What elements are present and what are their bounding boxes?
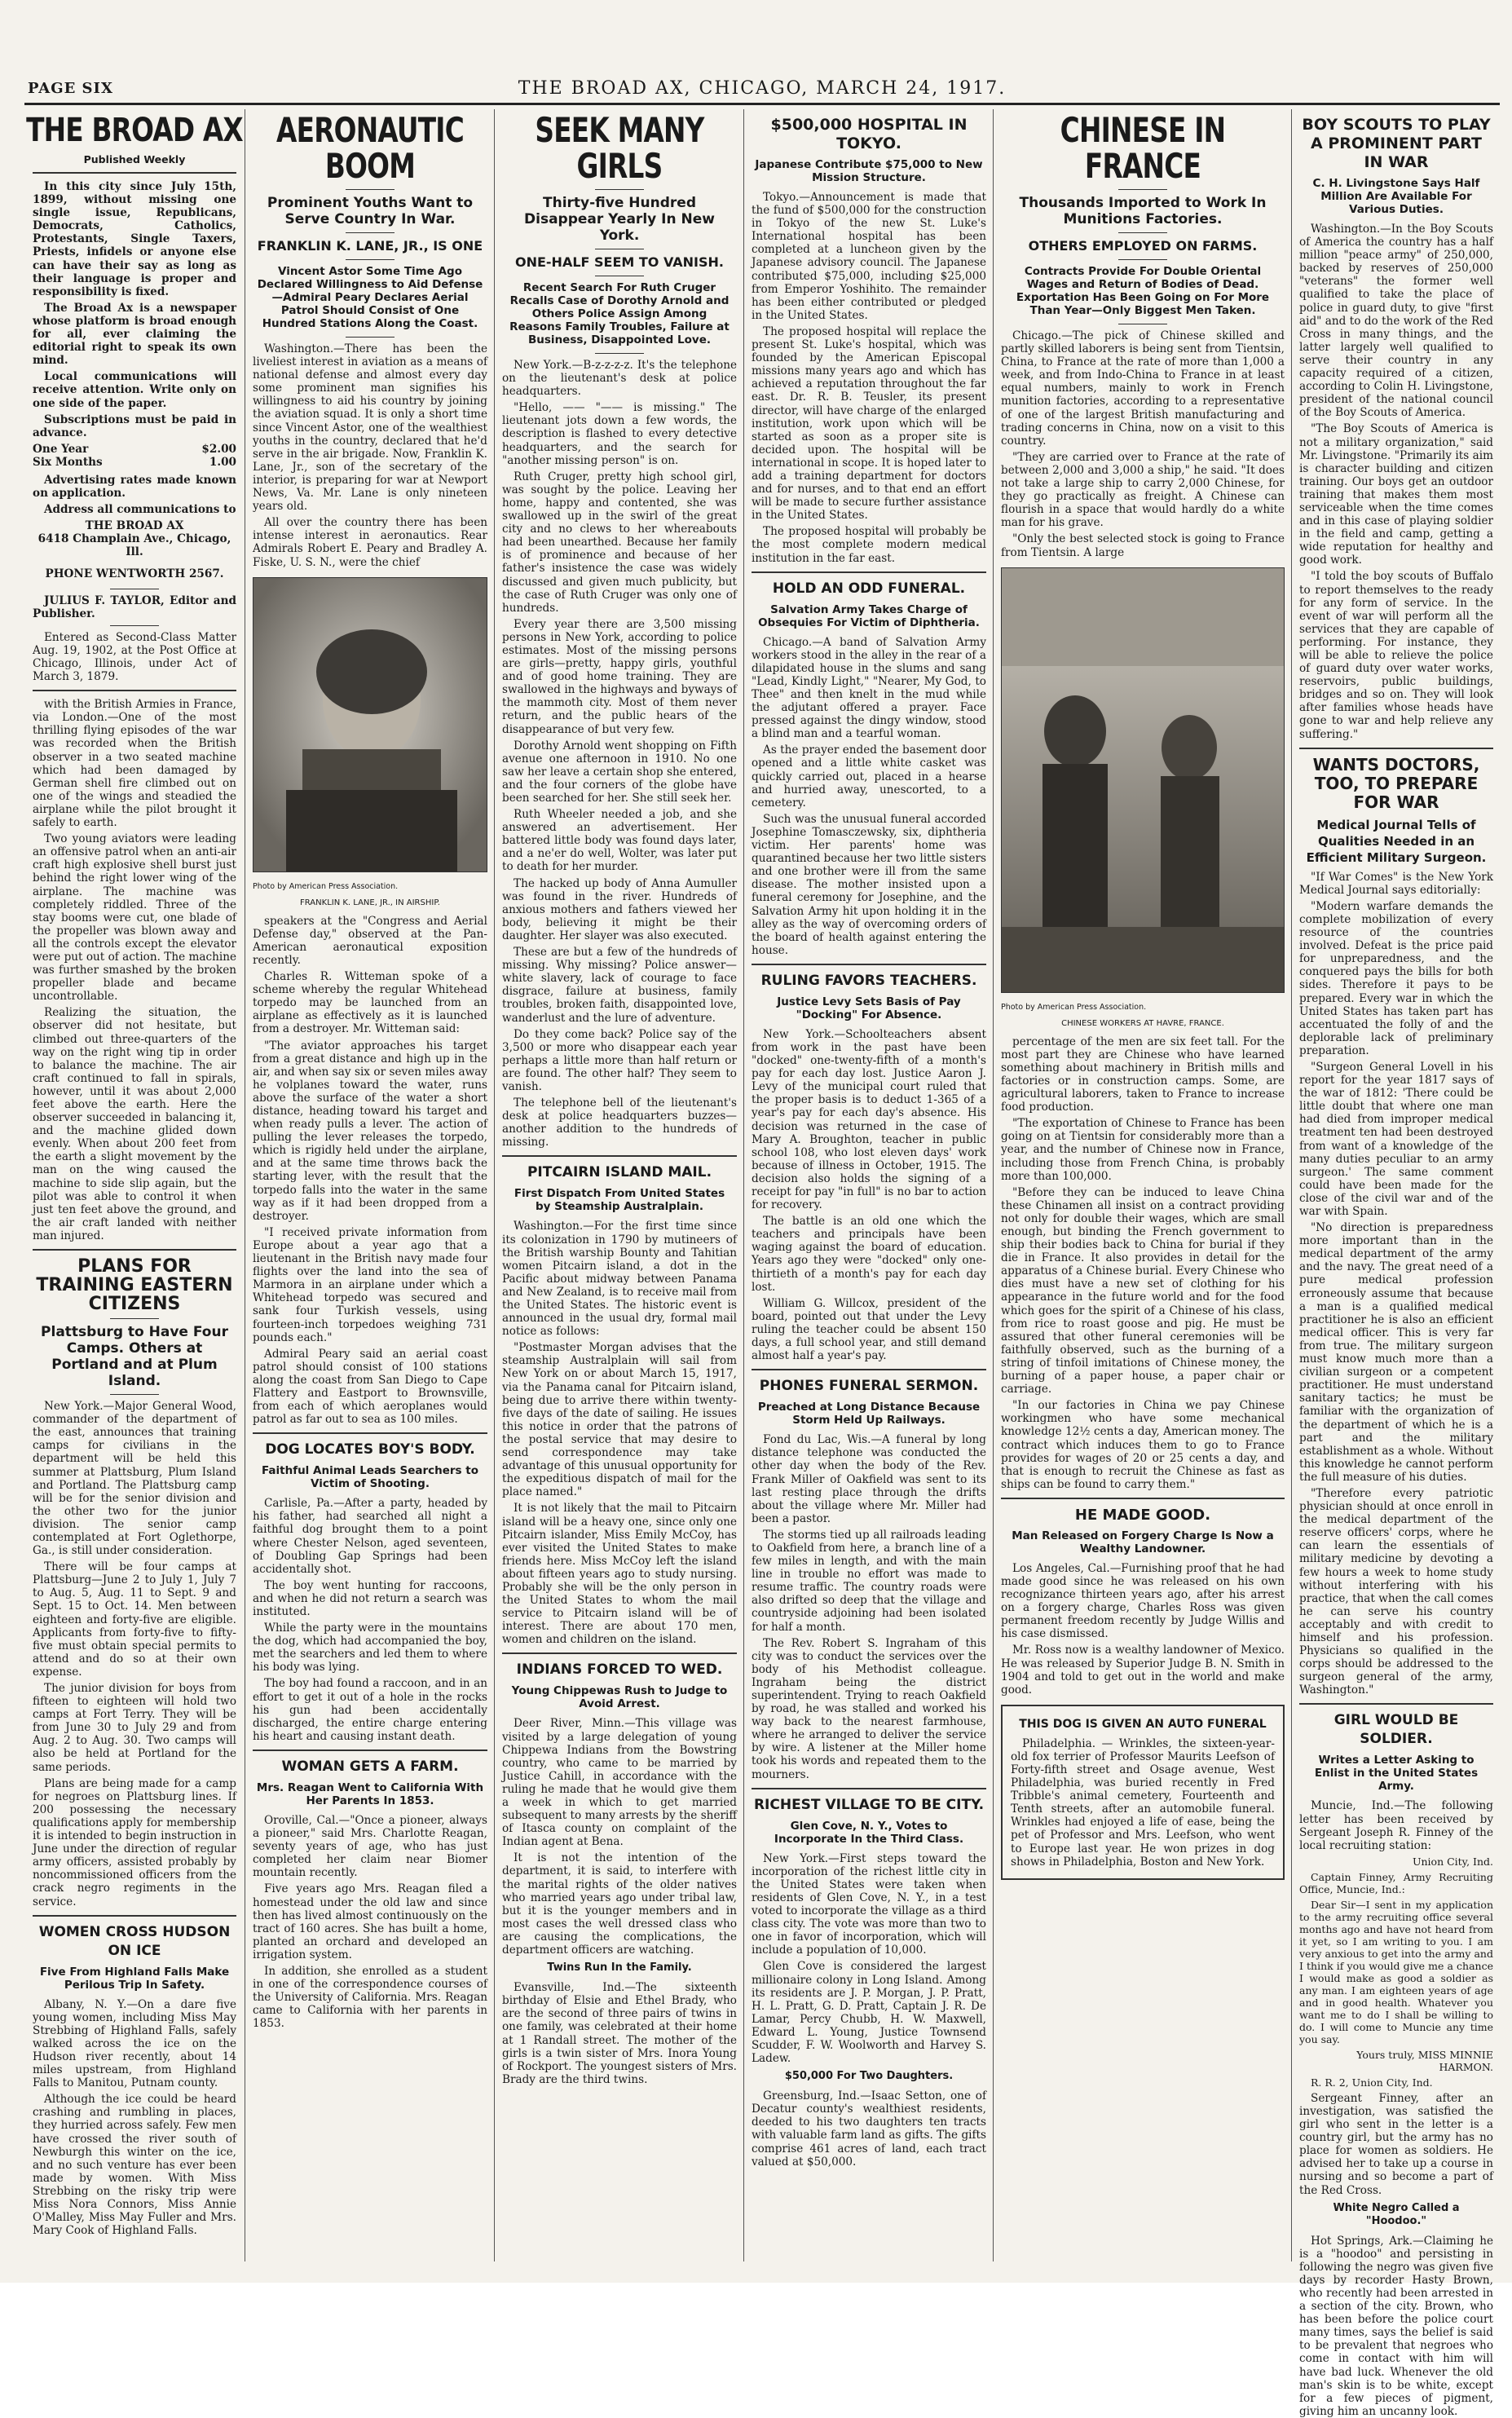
story-paragraph: Chicago.—The pick of Chinese skilled and partly skilled laborers is being sent from Tientsin, China, to France at the rate of more than 1,000 a week, and from Indo-China to France in at least equal numbers, mainly to work in French munition factories, according to a representative of one of the largest British manufacturing and trading concerns in China, now on a visit to this country. <box>1001 329 1285 448</box>
subscription-year: One Year $2.00 <box>33 442 236 456</box>
story-paragraph: Five years ago Mrs. Reagan filed a homestead under the old law and since then has lived almost continuously on the tract of 160 acres. She has built a home, planted an orchard and developed an irrigation system. <box>253 1882 487 1961</box>
deck-girl-soldier: Writes a Letter Asking to Enlist in the United States Army. <box>1314 1754 1479 1794</box>
dog-funeral-box <box>1001 1705 1285 1880</box>
letter-place: Union City, Ind. <box>1412 1855 1493 1868</box>
story-paragraph: The proposed hospital will replace the present St. Luke's hospital, which was founded by the American Episcopal missions many years ago and which has achieved a reputation throughout the far east. Dr. R. B. Teusler, its present director, will have charge of the enlarged institution, work upon which will be started as soon as a proper site is decided upon. The hospital will be international in scope. It is hoped later to add a training department for doctors and for nurses, and to that end an effort will be made to secure further assistance in the United States. <box>752 324 986 523</box>
deck-training: Plattsburg to Have Four Camps. Others at Portland and at Plum Island. <box>41 1324 228 1390</box>
story-paragraph: The boy had found a raccoon, and in an effort to get it out of a hole in the rocks his gun had been accidentally discharged, the entire charge entering his heart and causing instant death. <box>253 1677 487 1743</box>
story-paragraph: The Rev. Robert S. Ingraham of this city was to conduct the services over the body of his Methodist colleague. Ingraham being the district superintendent. Trying to reach Oakfield by road, he was stalled and worked his way back to the nearest farmhouse, where he arranged to deliver the service by wire. A listener at the Miller home took his words and repeated them to the mourners. <box>752 1636 986 1781</box>
story-paragraph: "They are carried over to France at the rate of between 2,000 and 3,000 a ship," he said. "It does not take a large ship to carry 2,000 Chinese, for they go practically as freight. A Chinese can flourish in a space that would hardly do a white man for his grave. <box>1001 450 1285 530</box>
deck-chinese-1: Thousands Imported to Work In Munitions Factories. <box>1019 195 1267 227</box>
headline-teachers: RULING FAVORS TEACHERS. <box>760 972 977 989</box>
deck-village: Glen Cove, N. Y., Votes to Incorporate In the Third Class. <box>774 1819 964 1846</box>
local-text: Local communications will receive attention. Write only on one side of the paper. <box>33 370 236 410</box>
deck-aeronautic-3: Vincent Astor Some Time Ago Declared Willingness to Aid Defense—Admiral Peary Declares Aerial Patrol Should Consist of One Hundred Stations Along the Coast. <box>257 265 483 330</box>
deck-teachers: Justice Levy Sets Basis of Pay "Docking" For Absence. <box>777 995 961 1021</box>
story-paragraph: Fond du Lac, Wis.—A funeral by long distance telephone was conducted the other day when the body of the Rev. Frank Miller of Oakfield was sent to its last resting place through the drifts about the village where Mr. Miller had been a pastor. <box>752 1433 986 1525</box>
story-paragraph: Two young aviators were leading an offensive patrol when an anti-air craft high explosive shell burst just behind the right lower wing of the airplane. The machine was completely riddled. Three of the stay booms were cut, one blade of the propeller was blown away and all the controls except the elevator were put out of action. The machine was further smashed by the broken propeller blade and became uncontrollable. <box>33 832 236 1004</box>
story-paragraph: In addition, she enrolled as a student in one of the correspondence courses of the University of California. Mrs. Reagan came to California with her parents in 1853. <box>253 1964 487 2031</box>
story-paragraph: The boy went hunting for raccoons, and when he did not return a search was instituted. <box>253 1578 487 1618</box>
published-weekly: Published Weekly <box>83 153 186 165</box>
entered-notice: Entered as Second-Class Matter Aug. 19, 1902, at the Post Office at Chicago, Illinois, under Act of March 3, 1879. <box>33 630 236 684</box>
story-paragraph: "In our factories in China we pay Chinese workingmen who have some mechanical knowledge 12½ cents a day, American money. The contract which induces them to go to France provides for wages of 20 or 25 cents a day, and that is enough to recruit the Chinese as fast as ships can be found to carry them." <box>1001 1399 1285 1491</box>
story-paragraph: All over the country there has been intense interest in aeronautics. Rear Admirals Robert E. Peary and Bradley A. Fiske, U. S. N., were the chief <box>253 516 487 569</box>
headline-hospital: $500,000 HOSPITAL IN TOKYO. <box>770 116 968 152</box>
story-paragraph: New York.—First steps toward the incorporation of the richest little city in the United States were taken when residents of Glen Cove, N. Y., in a test voted to incorporate the village as a third class city. The vote was more than two to one in favor of incorporation, which will include a population of 10,000. <box>752 1851 986 1957</box>
story-paragraph: Deer River, Minn.—This village was visited by a large delegation of young Chippewa Indians from the Bowstring country, who came to be married by Justice Cahill, in accordance with the ruling he made that he would give them a week in which to get married subsequent to many arrests by the sheriff of Itasca county on complaint of the Indian agent at Bena. <box>502 1717 737 1849</box>
story-paragraph: "Before they can be induced to leave China these Chinamen all insist on a contract providing not only for double their wages, which are small enough, but binding the French government to ship their bodies back to China for burial if they die in France. It also provides in detail for the apparatus of a Chinese burial. Every Chinese who dies must have a new set of clothing for his appearance in the future world and for the food which goes for the spirit of a Chinese of his class, from rice to roast goose and pig. He must be assured that other funeral ceremonies will be faithfully observed, such as the burning of a string of tinfoil imitations of Chinese money, the burning of a paper house, a paper chair or carriage. <box>1001 1185 1285 1397</box>
story-paragraph: percentage of the men are six feet tall. For the most part they are Chinese who have learned something about machinery in British mills and factories or in construction camps. Some, are agricultural laborers, taken to France to increase food production. <box>1001 1035 1285 1114</box>
deck-aeronautic-2: FRANKLIN K. LANE, JR., IS ONE <box>257 238 483 254</box>
story-paragraph: William G. Willcox, president of the board, pointed out that under the Levy ruling the teacher could be absent 150 days, a full school year, and still demand almost half a year's pay. <box>752 1296 986 1363</box>
headline-pitcairn: PITCAIRN ISLAND MAIL. <box>527 1164 712 1181</box>
column-5 <box>1001 109 1285 2261</box>
story-paragraph: Carlisle, Pa.—After a party, headed by his father, had searched all night a faithful dog brought them to a point where Chester Nelson, aged seventeen, of Doubling Gap Springs had been accidentally shot. <box>253 1497 487 1576</box>
letter-address: R. R. 2, Union City, Ind. <box>1311 2076 1433 2089</box>
story-paragraph: "I told the boy scouts of Buffalo to report themselves to the ready for any form of service. In the event of war will perform all the services that they are capable of performing. For instance, they will be able to relieve the police of guard duty over water works, reservoirs, public buildings, bridges and so on. They will look after families whose heads have gone to war and help relieve any suffering." <box>1299 570 1493 741</box>
story-paragraph: Los Angeles, Cal.—Furnishing proof that he had made good since he was released on his own recognizance thirteen years ago, after his arrest on a forgery charge, Charles Ross was given permanent freedom recently by Judge Willis and his case dismissed. <box>1001 1561 1285 1641</box>
divider <box>33 172 236 174</box>
story-paragraph: Washington.—In the Boy Scouts of America the country has a half million "peace army" of 250,000, backed by reserves of 250,000 "veterans" the former well qualified to take the place of police in guard duty, to give "first aid" and to do the work of the Red Cross in many things, and the latter largely well qualified to serve their country in any capacity required of a citizen, according to Colin H. Livingstone, president of the national council of the Boy Scouts of America. <box>1299 223 1493 420</box>
story-paragraph: New York.—Major General Wood, commander of the department of the east, announces that training camps for civilians in the department will be held this summer at Plattsburg, Plum Island and Portland. The Plattsburg camp will be for the senior division and the other two for the junior division. The senior camp contemplated at Fort Oglethorpe, Ga., is still under consideration. <box>33 1400 236 1558</box>
page-number: PAGE SIX <box>28 80 113 97</box>
deck-farm: Mrs. Reagan Went to California With Her Parents In 1853. <box>256 1780 484 1807</box>
story-paragraph: Ruth Wheeler needed a job, and she answered an advertisement. Her battered little body was found days later, and a ne'er do well, Wolter, was later put to death for her murder. <box>502 808 737 874</box>
story-paragraph: Glen Cove is considered the largest millionaire colony in Long Island. Among its residents are J. P. Morgan, J. P. Pratt, H. L. Pratt, G. D. Pratt, Captain J. R. De Lamar, Percy Chubb, H. W. Maxwell, Edward L. Young, Justice Townsend Scudder, F. W. Woolworth and Harvey S. Ladew. <box>752 1960 986 2066</box>
story-paragraph: Chicago.—A band of Salvation Army workers stood in the alley in the rear of a dilapidated house in the slums and sang "Lead, Kindly Light," "Nearer, My God, to Thee" and then knelt in the mud while the adjutant offered a prayer. Face pressed against the dingy window, stood a blind man and a tearful woman. <box>752 635 986 741</box>
headline-hoodoo: White Negro Called a "Hoodoo." <box>1333 2201 1460 2227</box>
story-paragraph: "Modern warfare demands the complete mobilization of every resource of the countries involved. Defeat is the price paid for unpreparedness, and the conquered pays the bills for both sides. Therefore it pays to be prepared. Every war in which the United States has taken part has accentuated the folly of and the deplorable lack of preliminary preparation. <box>1299 899 1493 1057</box>
deck-phone: Preached at Long Distance Because Storm Held Up Railways. <box>757 1401 981 1427</box>
story-paragraph: The telephone bell of the lieutenant's desk at police headquarters buzzes—another addition to the hundreds of missing. <box>502 1096 737 1149</box>
story-paragraph: Ruth Cruger, pretty high school girl, was sought by the police. Leaving her home, happy and contented, she was swallowed up in the swirl of the great city and no clews to her whereabouts had been unearthed. Because her family is of prominence and because of her father's insistence the case was widely discussed and given much publicity, but the case of Ruth Cruger was only one of hundreds. <box>502 470 737 615</box>
address-label: Address all communications to <box>44 503 236 517</box>
headline-scouts: BOY SCOUTS TO PLAY A PROMINENT PART IN WAR <box>1302 116 1491 171</box>
story-paragraph: "Surgeon General Lovell in his report for the year 1817 says of the war of 1812: 'There could be little doubt that where one man had died from improper medical treatment ten had been destroyed from want of a knowledge of the many duties peculiar to an army surgeon.' The same comment could have been made for the close of the civil war and of the war with Spain. <box>1299 1060 1493 1218</box>
nameplate: THE BROAD AX <box>26 112 243 149</box>
story-paragraph: "Hello, —— "—— is missing." The lieutenant jots down a few words, the description is flashed to every detective headquarters, and the search for "another missing person" is on. <box>502 401 737 467</box>
letter-signature: Yours truly, MISS MINNIE HARMON. <box>1356 2048 1493 2073</box>
story-paragraph: Do they come back? Police say of the 3,500 or more who disappear each year perhaps a little more than half return or are found. The other half? They seem to vanish. <box>502 1027 737 1093</box>
photo-caption: CHINESE WORKERS AT HAVRE, FRANCE. <box>1061 1018 1224 1028</box>
story-paragraph: Realizing the situation, the observer did not hesitate, but climbed out three-quarters of the way on the right wing tip in order to balance the machine. The air craft continued to fall in spirals, however, until it was about 2,000 feet above the earth. Here the observer succeeded in balancing it, and the machine glided down evenly. When about 200 feet from the earth a slight movement by the man on the wing caused the machine to side slip again, but the pilot was able to control it when just ten feet above the ground, and the air craft landed with neither man injured. <box>33 1006 236 1242</box>
story-paragraph: "Only the best selected stock is going to France from Tientsin. A large <box>1001 532 1285 559</box>
story-paragraph: Evansville, Ind.—The sixteenth birthday of Elsie and Ethel Brady, who are the second of three pairs of twins in one family, was celebrated at their home at 1 Randall street. The mother of the girls is a twin sister of Mrs. Inora Young of Rockport. The youngest sisters of Mrs. Brady are the third twins. <box>502 1981 737 2086</box>
column-6 <box>1299 109 1493 2418</box>
letter-body: Dear Sir—I sent in my application to the army recruiting office several months ago and have not heard from it yet, so I am writing to you. I am very anxious to get into the army and I think if you would give me a chance I would make as good a soldier as any man. I am eighteen years of age and in good health. Whatever you want me to do I shall be willing to do. I will come to Muncie any time you say. <box>1299 1898 1493 2045</box>
story-paragraph: The hacked up body of Anna Aumuller was found in the river. Hundreds of anxious mothers and fathers viewed her body, believing it might be their daughter. Her slayer was also executed. <box>502 876 737 942</box>
box-title: THIS DOG IS GIVEN AN AUTO FUNERAL <box>1019 1717 1267 1731</box>
headline-girl-soldier: GIRL WOULD BE SOLDIER. <box>1333 1712 1459 1748</box>
headline-twins: Twins Run In the Family. <box>547 1961 692 1975</box>
story-paragraph: Oroville, Cal.—"Once a pioneer, always a pioneer," said Mrs. Charlotte Reagan, seventy years of age, who has just completed her claim near Biomer mountain recently. <box>253 1813 487 1880</box>
editor-credit: JULIUS F. TAYLOR, Editor and Publisher. <box>33 593 236 620</box>
story-paragraph: Tokyo.—Announcement is made that the fund of $500,000 for the construction in Tokyo of the new St. Luke's International hospital has been completed at a luncheon given by the Japanese advisory council. The Japanese contributed $75,000, including $25,000 from Emperor Yoshihito. The remainder has been either contributed or pledged in the United States. <box>752 191 986 322</box>
page-masthead <box>24 75 1500 105</box>
deck-girls-2: ONE-HALF SEEM TO VANISH. <box>514 254 724 270</box>
story-paragraph: Hot Springs, Ark.—Claiming he is a "hoodoo" and persisting in following the negro was given five days by recorder Hasty Brown, who recently had been arrested in a section of the city. Brown, who has been before the police court many times, says the belief is said to be prevalent that negroes who come in contact with him will have bad luck. Whenever the old man's skin is to be white, except for a few pieces of pigment, giving him an uncanny look. <box>1299 2234 1493 2418</box>
story-paragraph: As the prayer ended the basement door opened and a little white casket was quickly carried out, placed in a hearse and hurried away, unescorted, to a cemetery. <box>752 743 986 810</box>
deck-made-good: Man Released on Forgery Charge Is Now a Wealthy Landowner. <box>1012 1529 1274 1555</box>
deck-hospital: Japanese Contribute $75,000 to New Mission Structure. <box>755 158 983 184</box>
address-name: THE BROAD AX <box>85 519 184 533</box>
story-paragraph: Plans are being made for a camp for negroes on Plattsburg lines. If 200 possessing the necessary qualifications apply for membership it is intended to begin instruction in June under the direction of regular army officers, assisted probably by noncommissioned officers from the crack negro regiments in the service. <box>33 1776 236 1908</box>
headline-phone: PHONES FUNERAL SERMON. <box>759 1378 979 1395</box>
story-paragraph: The storms tied up all railroads leading to Oakfield from here, a branch line of a few miles in length, and with the main line in trouble no effort was made to resume traffic. The country roads were also drifted so deep that the village and countryside adjoining had been isolated for half a month. <box>752 1528 986 1634</box>
story-paragraph: The proposed hospital will probably be the most complete modern medical institution in the far east. <box>752 525 986 565</box>
story-paragraph: "If War Comes" is the New York Medical Journal says editorially: <box>1299 870 1493 897</box>
aviator-photo <box>253 577 487 872</box>
deck-dog: Faithful Animal Leads Searchers to Victim of Shooting. <box>261 1464 479 1491</box>
headline-girls: SEEK MANY GIRLS <box>535 110 704 186</box>
headline-hudson: WOMEN CROSS HUDSON ON ICE <box>38 1923 231 1959</box>
story-paragraph: speakers at the "Congress and Aerial Defense day," observed at the Pan-American aeronautical exposition recently. <box>253 914 487 967</box>
column-4 <box>752 109 986 2261</box>
deck-chinese-3: Contracts Provide For Double Oriental Wages and Return of Bodies of Dead. Exportation Has Been Going on For More Than Year—Only Biggest Men Taken. <box>1016 265 1270 317</box>
headline-made-good: HE MADE GOOD. <box>1074 1506 1211 1524</box>
story-paragraph: There will be four camps at Plattsburg—June 2 to July 1, July 7 to Aug. 5, Aug. 11 to Sept. 9 and Sept. 15 to Oct. 14. Men between eighteen and forty-five are eligible. Applicants from forty-five to fifty-five must obtain special permits to attend and do so at their own expense. <box>33 1560 236 1679</box>
address-street: 6418 Champlain Ave., Chicago, Ill. <box>37 532 231 559</box>
headline-chinese: CHINESE IN FRANCE <box>1060 110 1226 186</box>
folio-line: THE BROAD AX, CHICAGO, MARCH 24, 1917. <box>518 78 1007 99</box>
story-paragraph: Washington.—There has been the liveliest interest in aviation as a means of national defense and almost every day some prominent man signifies his willingness to aid his country by joining the aviation squad. It is only a short time since Vincent Astor, one of the wealthiest youths in the country, declared that he'd serve in the air brigade. Now, Franklin K. Lane, Jr., son of the secretary of the interior, is preparing for war at Newport News, Va. Mr. Lane is only nineteen years old. <box>253 342 487 514</box>
story-paragraph: Albany, N. Y.—On a dare five young women, including Miss May Strebbing of Highland Falls, safely walked across the ice on the Hudson river recently, about 14 miles upstream, from Highland Falls to Manitou, Putnam county. <box>33 1997 236 2090</box>
story-paragraph: "No direction is preparedness more important than in the medical department of the army and the navy. The great need of a pure medical profession erroneously assume that because a man is a qualified medical practitioner he is also an efficient medical officer. This is very far from true. The military surgeon must know much more than a civilian surgeon or a competent practitioner. He must understand sanitary tactics; he must be familiar with the organization of the department of which he is a part and the military establishment as a whole. Without this knowledge he cannot perform the full measure of his duties. <box>1299 1221 1493 1484</box>
column-2 <box>253 109 487 2261</box>
deck-chinese-2: OTHERS EMPLOYED ON FARMS. <box>1028 238 1258 254</box>
box-text: Philadelphia. — Wrinkles, the sixteen-year-old fox terrier of Professor Maurits Leefson of Forty-fifth street and Osage avenue, West Philadelphia, was buried recently in Fred Tribble's animal cemetery, Fourteenth and Tenth streets, after an automobile funeral. Wrinkles had enjoyed a life of ease, being the pet of Professor and Mrs. Leefson, who went to Europe last year. He won prizes in dog shows in Philadelphia, Boston and New York. <box>1011 1736 1275 1869</box>
story-paragraph: "I received private information from Europe about a year ago that a lieutenant in the British navy made four flights over the land into the sea of Marmora in an airplane under which a Whitehead torpedo was secured and sank four Turkish vessels, using fourteen-inch torpedoes weighing 731 pounds each." <box>253 1225 487 1344</box>
deck-hudson: Five From Highland Falls Make Perilous Trip In Safety. <box>39 1965 230 1992</box>
column-1 <box>26 109 243 2261</box>
photo-credit: Photo by American Press Association. <box>253 881 399 891</box>
column-3 <box>502 109 737 2261</box>
story-paragraph: "Postmaster Morgan advises that the steamship Australplain will sail from New York on or about March 15, 1917, via the Panama canal for Pitcairn island, being due to arrive there within twenty-five days of the date of sailing. He issues this notice in order that the patrons of the postal service that may desire to send correspondence may take advantage of this unusual opportunity for the expeditious dispatch of mail for the place named." <box>502 1341 737 1499</box>
headline-doctors: WANTS DOCTORS, TOO, TO PREPARE FOR WAR <box>1312 754 1480 812</box>
headline-daughters: $50,000 For Two Daughters. <box>784 2070 954 2083</box>
platform-text: The Broad Ax is a newspaper whose platform is broad enough for all, ever claiming the editorial right to speak its own mind. <box>33 301 236 368</box>
advertising-text: Advertising rates made known on application. <box>33 473 236 501</box>
story-paragraph: The junior division for boys from fifteen to eighteen will hold two camps at Fort Terry. They will be from June 30 to July 29 and from Aug. 2 to Aug. 30. Two camps will also be held at Portland for the same periods. <box>33 1682 236 1774</box>
story-paragraph: "The exportation of Chinese to France has been going on at Tientsin for considerably more than a year, and the number of Chinese now in France, including those from French China, is probably more than 100,000. <box>1001 1117 1285 1183</box>
story-paragraph: It is not the intention of the department, it is said, to interfere with the marital rights of the older natives who married years ago under tribal law, but it is the younger members and in most cases the well dressed class who are causing the complications, the department officers are watching. <box>502 1851 737 1957</box>
deck-girls-1: Thirty-five Hundred Disappear Yearly In New York. <box>524 195 715 244</box>
headline-aeronautic: AERONAUTIC BOOM <box>276 110 464 186</box>
story-paragraph: Every year there are 3,500 missing persons in New York, according to police estimates. Most of the missing persons are girls—pretty, happy girls, youthful and of good home training. They are swallowed in the highways and byways of the mammoth city. Most of them never return, and the public hears of the disappearance of but very few. <box>502 617 737 736</box>
story-paragraph: While the party were in the mountains the dog, which had accompanied the boy, met the searchers and led them to where his body was lying. <box>253 1622 487 1675</box>
story-paragraph: These are but a few of the hundreds of missing. Why missing? Police answer—white slavery, lack of courage to face disgrace, failure at business, family troubles, broken faith, disappointed love, wanderlust and the lure of adventure. <box>502 946 737 1025</box>
story-paragraph: Admiral Peary said an aerial coast patrol should consist of 100 stations along the coast from San Diego to Cape Flattery and Eastport to Brownsville, from each of which aeroplanes would patrol as far out to sea as 100 miles. <box>253 1347 487 1427</box>
deck-scouts: C. H. Livingstone Says Half Million Are Available For Various Duties. <box>1312 177 1480 216</box>
chinese-workers-photo <box>1001 567 1285 993</box>
story-paragraph: New York.—Schoolteachers absent from work in the past have been "docked" one-twenty-fifth of a month's pay for each day lost. Justice Aaron J. Levy of the municipal court ruled that the proper basis is to deduct 1-365 of a year's pay for each day's absence. His decision was returned in the case of Mary A. Broughton, teacher in public school 108, who lost eleven days' work because of illness in October, 1915. The decision also holds the signing of a receipt for pay "in full" is no bar to action for recovery. <box>752 1027 986 1212</box>
story-paragraph: "Therefore every patriotic physician should at once enroll in the medical department of the reserve officers' corps, where he can learn the essentials of military medicine by devoting a few hours a week to home study without interfering with his practice, that when the call comes he can serve his country acceptably and with credit to himself and his profession. Physicians so qualified in the corps should be addressed to the surgeon general of the army, Washington." <box>1299 1486 1493 1697</box>
photo-caption: FRANKLIN K. LANE, JR., IN AIRSHIP. <box>300 898 440 907</box>
headline-dog: DOG LOCATES BOY'S BODY. <box>265 1441 475 1458</box>
deck-wed: Young Chippewas Rush to Judge to Avoid Arrest. <box>511 1684 728 1711</box>
story-paragraph: New York.—B-z-z-z-z. It's the telephone on the lieutenant's desk at police headquarters. <box>502 359 737 399</box>
headline-village: RICHEST VILLAGE TO BE CITY. <box>753 1796 985 1813</box>
story-paragraph: Such was the unusual funeral accorded Josephine Tomasczewsky, six, diphtheria victim. Her parents' home was quarantined because her two little sisters and one brother were ill from the same disease. The mother insisted upon a funeral ceremony for Josephine, and the Salvation Army hit upon holding it in the alley as the way of overcoming orders of the board of health against entering the house. <box>752 812 986 957</box>
headline-training: PLANS FOR TRAINING EASTERN CITIZENS <box>36 1256 233 1315</box>
story-paragraph: Although the ice could be heard crashing and rumbling in places, they hurried across safely. Few men have crossed the river south of Newburgh this winter on the ice, and no such venture has ever been made by women. With Miss Strebbing on the risky trip were Miss Nora Connors, Miss Annie O'Malley, Miss May Fuller and Mrs. Mary Cook of Highland Falls. <box>33 2093 236 2238</box>
headline-farm: WOMAN GETS A FARM. <box>281 1758 459 1775</box>
story-paragraph: "The aviator approaches his target from a great distance and high up in the air, and when say six or seven miles away he volplanes toward the water, runs above the surface of the water a short distance, heading toward his target and when ready pulls a lever. The action of pulling the lever releases the torpedo, which is rigidly held under the airplane, and at the same time throws back the starting lever, with the result that the torpedo falls into the water in the same way as if it had been dropped from a destroyer. <box>253 1039 487 1223</box>
story-paragraph: The battle is an old one which the teachers and principals have been waging against the board of education. Years ago they were "docked" only one-thirtieth of a month's pay for each day lost. <box>752 1215 986 1294</box>
deck-pitcairn: First Dispatch From United States by Steamship Australplain. <box>514 1187 725 1214</box>
story-paragraph: Charles R. Witteman spoke of a scheme whereby the regular Whitehead torpedo may be launched from an airplane as effectively as it is launched from a destroyer. Mr. Witteman said: <box>253 970 487 1036</box>
phone-number: PHONE WENTWORTH 2567. <box>45 567 224 580</box>
story-paragraph: Muncie, Ind.—The following letter has been received by Sergeant Joseph R. Finney of the local recruiting station: <box>1299 1799 1493 1852</box>
subscriptions-heading: Subscriptions must be paid in advance. <box>33 413 236 439</box>
story-paragraph: Sergeant Finney, after an investigation, was satisfied the girl who sent in the letter is a country girl, but the army has no place for women as soldiers. He advised her to take up a course in nursing and so become a part of the Red Cross. <box>1299 2091 1493 2197</box>
subscription-six-months: Six Months 1.00 <box>33 455 236 469</box>
story-paragraph: It is not likely that the mail to Pitcairn island will be a heavy one, since only one Pitcairn islander, Miss Emily McCoy, has ever visited the United States to make friends here. Miss McCoy left the island about fifteen years ago to study nursing. Probably she will be the only person in the United States to whom the mail service to Pitcairn island will be of interest. There are about 170 men, women and children on the island. <box>502 1502 737 1647</box>
photo-credit: Photo by American Press Association. <box>1001 1002 1147 1012</box>
deck-doctors: Medical Journal Tells of Qualities Needed in an Efficient Military Surgeon. <box>1306 817 1487 865</box>
story-paragraph: Dorothy Arnold went shopping on Fifth avenue one afternoon in 1910. No one saw her leave a certain shop she entered, and the four corners of the globe have been searched for her. She still seek her. <box>502 739 737 805</box>
story-paragraph: "The Boy Scouts of America is not a military organization," said Mr. Livingstone. "Primarily its aim is character building and citizen training. Our boys get an outdoor training that makes them most serviceable when the time comes and in this case of playing soldier in the field and camp, getting a wide reputation for healthy and good work. <box>1299 422 1493 567</box>
story-paragraph: with the British Armies in France, via London.—One of the most thrilling flying episodes of the war was recorded when the British observer in a two seated machine which had been damaged by German shell fire climbed out on one of the wings and steadied the airplane while the pilot brought it safely to earth. <box>33 698 236 830</box>
headline-wed: INDIANS FORCED TO WED. <box>516 1661 723 1679</box>
intro-text: In this city since July 15th, 1899, without missing one single issue, Republicans, Democrats, Catholics, Protestants, Single Taxers, Priests, infidels or anyone else can have their say as long as their language is proper and responsibility is fixed. <box>33 180 236 298</box>
letter-salutation: Captain Finney, Army Recruiting Office, Muncie, Ind.: <box>1299 1870 1493 1895</box>
story-paragraph: Mr. Ross now is a wealthy landowner of Mexico. He was released by Superior Judge B. N. Smith in 1904 and told to get out in the world and make good. <box>1001 1644 1285 1697</box>
deck-girls-3: Recent Search For Ruth Cruger Recalls Case of Dorothy Arnold and Others Police Assign Among Reasons Family Troubles, Failure at Business, Disappointed Love. <box>509 281 730 346</box>
deck-funeral: Salvation Army Takes Charge of Obsequies For Victim of Diphtheria. <box>758 602 980 629</box>
story-paragraph: Greensburg, Ind.—Isaac Setton, one of Decatur county's wealthiest residents, deeded to his two daughters ten tracts with valuable farm land as gifts. The gifts comprise 461 acres of land, each tract valued at $50,000. <box>752 2089 986 2169</box>
headline-funeral: HOLD AN ODD FUNERAL. <box>772 580 966 597</box>
story-paragraph: Washington.—For the first time since its colonization in 1790 by mutineers of the British warship Bounty and Tahitian women Pitcairn island, a dot in the Pacific about midway between Panama and New Zealand, is to receive mail from the United States. The historic event is announced in the usual dry, formal mail notice as follows: <box>502 1220 737 1339</box>
deck-aeronautic-1: Prominent Youths Want to Serve Country In War. <box>267 195 474 227</box>
